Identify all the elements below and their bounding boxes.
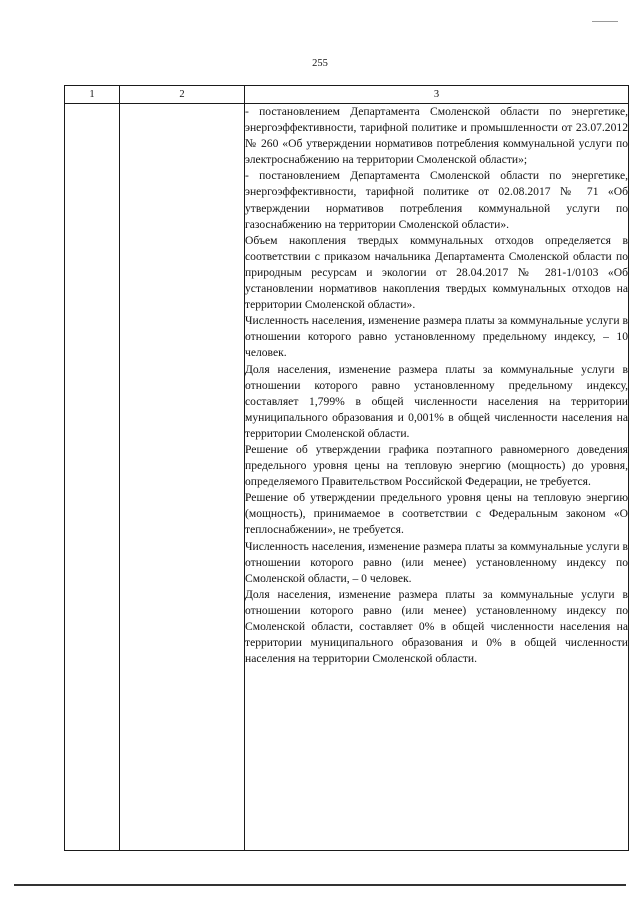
column-1-cell — [65, 104, 120, 851]
bottom-rule — [14, 884, 626, 886]
paragraph-population-share-limit: Доля населения, изменение размера платы за коммунальные услуги в отношении которого равно установленному предельному индексу, составляет 1,799% в общей численности населения на территории муниципального образования и 0,001% в общей численности населения на территории Смоленской области. — [245, 362, 628, 440]
paragraph-population-share-index: Доля населения, изменение размера платы за коммунальные услуги в отношении которого равно (или менее) установленному индексу по Смоленской области, составляет 0% в общей численности населения на территории муниципального образования и 0% в общей численности населения на территории Смоленской области. — [245, 587, 628, 666]
table-row — [65, 104, 629, 851]
paragraph-population-count-index: Численность населения, изменение размера платы за коммунальные услуги в отношении которого равно (или менее) установленному индексу по Смоленской области, – 0 человек. — [245, 539, 628, 585]
column-header-1: 1 — [65, 86, 120, 104]
document-table — [64, 85, 629, 851]
table-header-row — [65, 86, 629, 104]
corner-mark — [592, 21, 618, 22]
page-number: 255 — [312, 58, 328, 69]
paragraph-waste-volume: Объем накопления твердых коммунальных отходов определяется в соответствии с приказом начальника Департамента Смоленской области по природным ресурсам и экологии от 28.04.2017 № 281-1/0103 «Об установлении нормативов накопления твердых коммунальных отходов на территории Смоленской области». — [245, 233, 628, 312]
paragraph-gas-norms: - постановлением Департамента Смоленской области по энергетике, энергоэффективности, тарифной политике от 02.08.2017 № 71 «Об утверждении нормативов потребления коммунальной услуги по газоснабжению на территории Смоленской области». — [245, 169, 628, 231]
paragraph-heat-price-schedule: Решение об утверждении графика поэтапного равномерного доведения предельного уровня цены на тепловую энергию (мощность) до уровня, определяемого Правительством Российской Федерации, не требуется. — [245, 442, 628, 489]
paragraph-heat-price-limit: Решение об утверждении предельного уровня цены на тепловую энергию (мощность), принимаемое в соответствии с Федеральным законом «О теплоснабжении», не требуется. — [245, 491, 628, 537]
column-2-cell — [120, 104, 245, 851]
column-header-2: 2 — [120, 86, 245, 104]
paragraph-population-count-limit: Численность населения, изменение размера платы за коммунальные услуги в отношении которого равно установленному предельному индексу, – 10 человек. — [245, 314, 628, 360]
column-header-3: 3 — [245, 86, 629, 104]
column-3-cell — [245, 104, 629, 851]
paragraph-electricity-norms: - постановлением Департамента Смоленской области по энергетике, энергоэффективности, тарифной политике и промышленности от 23.07.2012 № 260 «Об утверждении нормативов потребления коммунальной услуги по электроснабжению на территории Смоленской области»; — [245, 105, 628, 167]
